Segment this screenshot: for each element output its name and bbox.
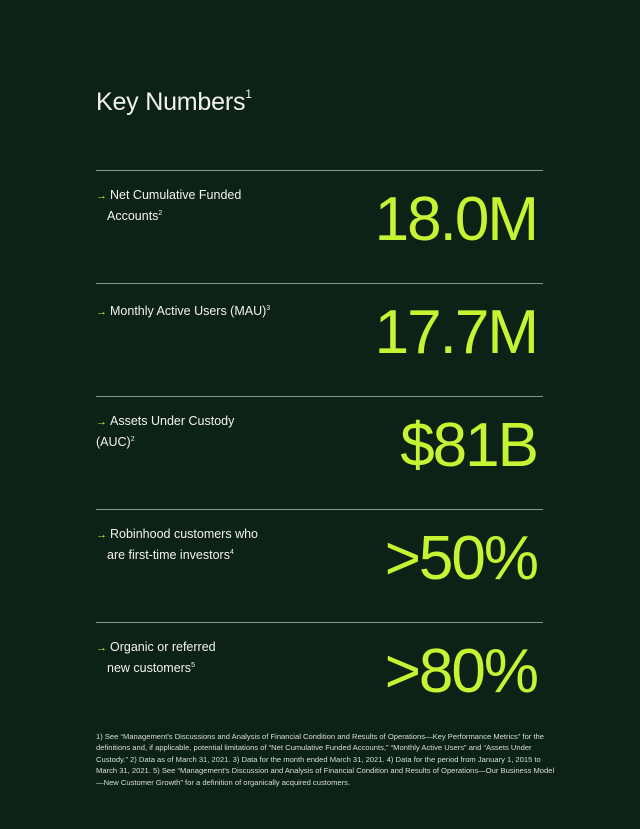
- metric-value: >80%: [384, 637, 537, 706]
- arrow-right-icon: →: [96, 306, 107, 319]
- metric-row-organic-customers: [96, 622, 543, 735]
- metric-value: 17.7M: [374, 298, 537, 367]
- page-title-text: Key Numbers: [96, 88, 246, 116]
- metric-footnote-ref: 3: [266, 305, 271, 312]
- metric-footnote-ref: 4: [229, 549, 234, 556]
- metric-label-line1: Net Cumulative Funded: [110, 188, 242, 202]
- page-title-footnote-ref: 1: [245, 86, 252, 101]
- metric-value: $81B: [400, 411, 537, 480]
- metric-value: >50%: [384, 524, 537, 593]
- footnote-text: 1) See “Management's Discussions and Analysis of Financial Condition and Results of Operations—Key Performance Metrics” for the definitions and, if applicable, potential limitations of “Net Cumulative Funded Accounts,” “Monthly Active Users” and “Assets Under Custody.” 2) Data as of March 31, 2021. 3) Data for the month ended March 31, 2021. 4) Data for the period from January 1, 2015 to March 31, 2021. 5) See “Management's Discussion and Analysis of Financial Condition and Results of Operations—Our Business Model—New Customer Growth” for a definition of organically acquired customers.: [96, 732, 555, 787]
- arrow-right-icon: →: [96, 190, 107, 202]
- metric-label: [96, 413, 276, 451]
- metric-label: [96, 300, 276, 321]
- metric-label-line1: Monthly Active Users (MAU): [110, 304, 267, 319]
- metrics-list: [96, 170, 543, 735]
- metric-row-auc: [96, 396, 543, 509]
- metric-label: [96, 639, 276, 677]
- metric-footnote-ref: 2: [158, 210, 163, 217]
- metric-value: 18.0M: [374, 185, 537, 254]
- metric-label-line1: Assets Under Custody (AUC): [96, 414, 235, 450]
- arrow-right-icon: →: [96, 529, 107, 541]
- metric-row-first-time-investors: [96, 509, 543, 622]
- metric-label-line2: are first-time investors: [107, 548, 230, 563]
- metric-label: [96, 187, 276, 225]
- metric-footnote-ref: 5: [191, 662, 195, 669]
- metric-label-line1: Robinhood customers who: [110, 527, 258, 541]
- metric-label: [96, 526, 276, 564]
- metric-footnote-ref: 2: [130, 436, 135, 443]
- metric-row-funded-accounts: [96, 170, 543, 283]
- arrow-right-icon: →: [96, 642, 107, 654]
- arrow-right-icon: →: [96, 416, 107, 428]
- metric-label-line2: new customers: [107, 661, 192, 676]
- metric-label-line1: Organic or referred: [110, 640, 216, 654]
- metric-label-line2: Accounts: [107, 209, 159, 224]
- page-title: [96, 88, 252, 117]
- metric-row-mau: [96, 283, 543, 396]
